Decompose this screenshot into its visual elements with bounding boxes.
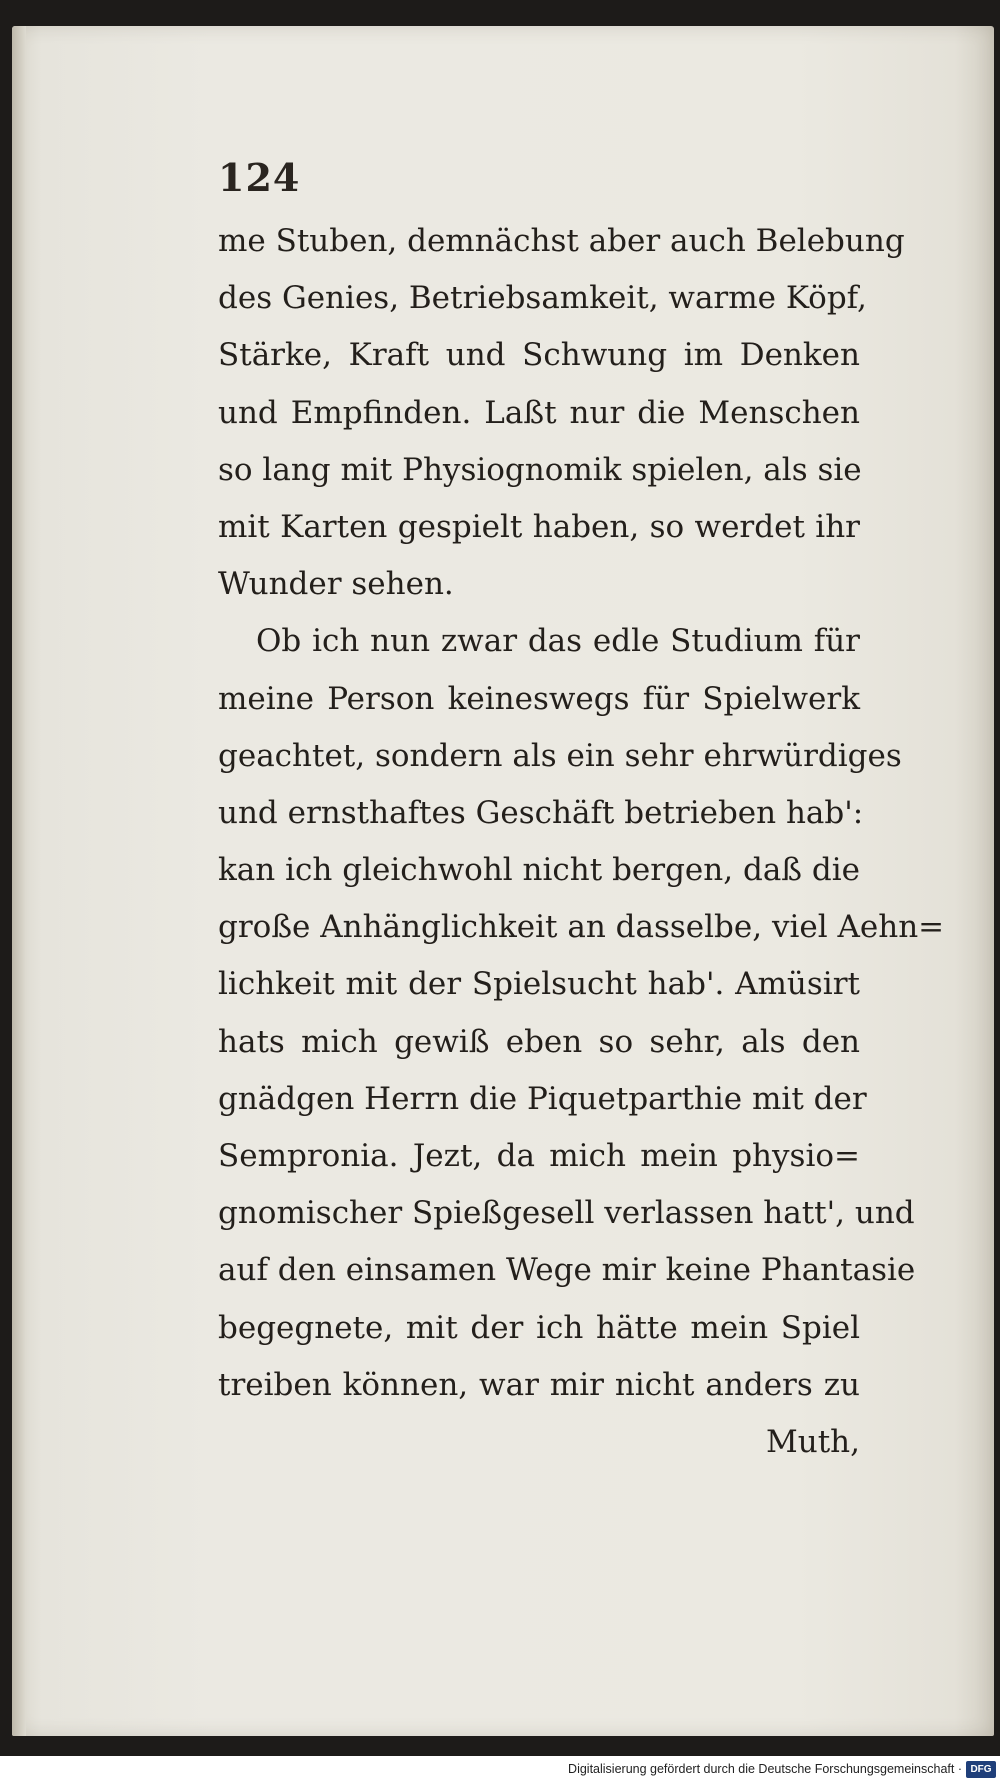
dfg-logo: DFG [966, 1761, 996, 1778]
text-line: mit Karten gespielt haben, so werdet ihr [218, 508, 860, 545]
catchword: Muth, [766, 1423, 860, 1460]
text-line: Wunder sehen. [218, 566, 454, 603]
text-line: große Anhänglichkeit an dasselbe, viel Aehn= [218, 909, 945, 946]
text-line: gnomischer Spießgesell verlassen hatt', und [218, 1195, 915, 1232]
text-line: und ernsthaftes Geschäft betrieben hab': [218, 794, 864, 831]
text-line: so lang mit Physiognomik spielen, als sie [218, 451, 862, 488]
text-line: kan ich gleichwohl nicht bergen, daß die [218, 852, 860, 889]
text-line: geachtet, sondern als ein sehr ehrwürdiges [218, 737, 902, 774]
text-line: Ob ich nun zwar das edle Studium für [256, 623, 860, 660]
text-line: treiben können, war mir nicht anders zu [218, 1366, 860, 1403]
page-number: 124 [218, 155, 301, 200]
footer-bar [0, 1756, 1000, 1784]
text-line: lichkeit mit der Spielsucht hab'. Amüsirt [218, 966, 860, 1003]
body-text [218, 213, 945, 1471]
text-line: des Genies, Betriebsamkeit, warme Köpf, [218, 280, 867, 317]
text-line: Sempronia. Jezt, da mich mein physio= [218, 1138, 860, 1174]
page-edge [12, 26, 26, 1736]
text-line: begegnete, mit der ich hätte mein Spiel [218, 1309, 860, 1346]
text-line: gnädgen Herrn die Piquetparthie mit der [218, 1080, 867, 1117]
text-line: und Empfinden. Laßt nur die Menschen [218, 394, 860, 431]
text-line: meine Person keineswegs für Spielwerk [218, 680, 860, 717]
text-line: auf den einsamen Wege mir keine Phantasie [218, 1252, 916, 1289]
funding-credit: Digitalisierung gefördert durch die Deutsche Forschungsgemeinschaft · [568, 1762, 962, 1776]
text-line: Stärke, Kraft und Schwung im Denken [218, 337, 860, 374]
text-line: hats mich gewiß eben so sehr, als den [218, 1023, 860, 1060]
text-line: me Stuben, demnächst aber auch Belebung [218, 223, 905, 259]
